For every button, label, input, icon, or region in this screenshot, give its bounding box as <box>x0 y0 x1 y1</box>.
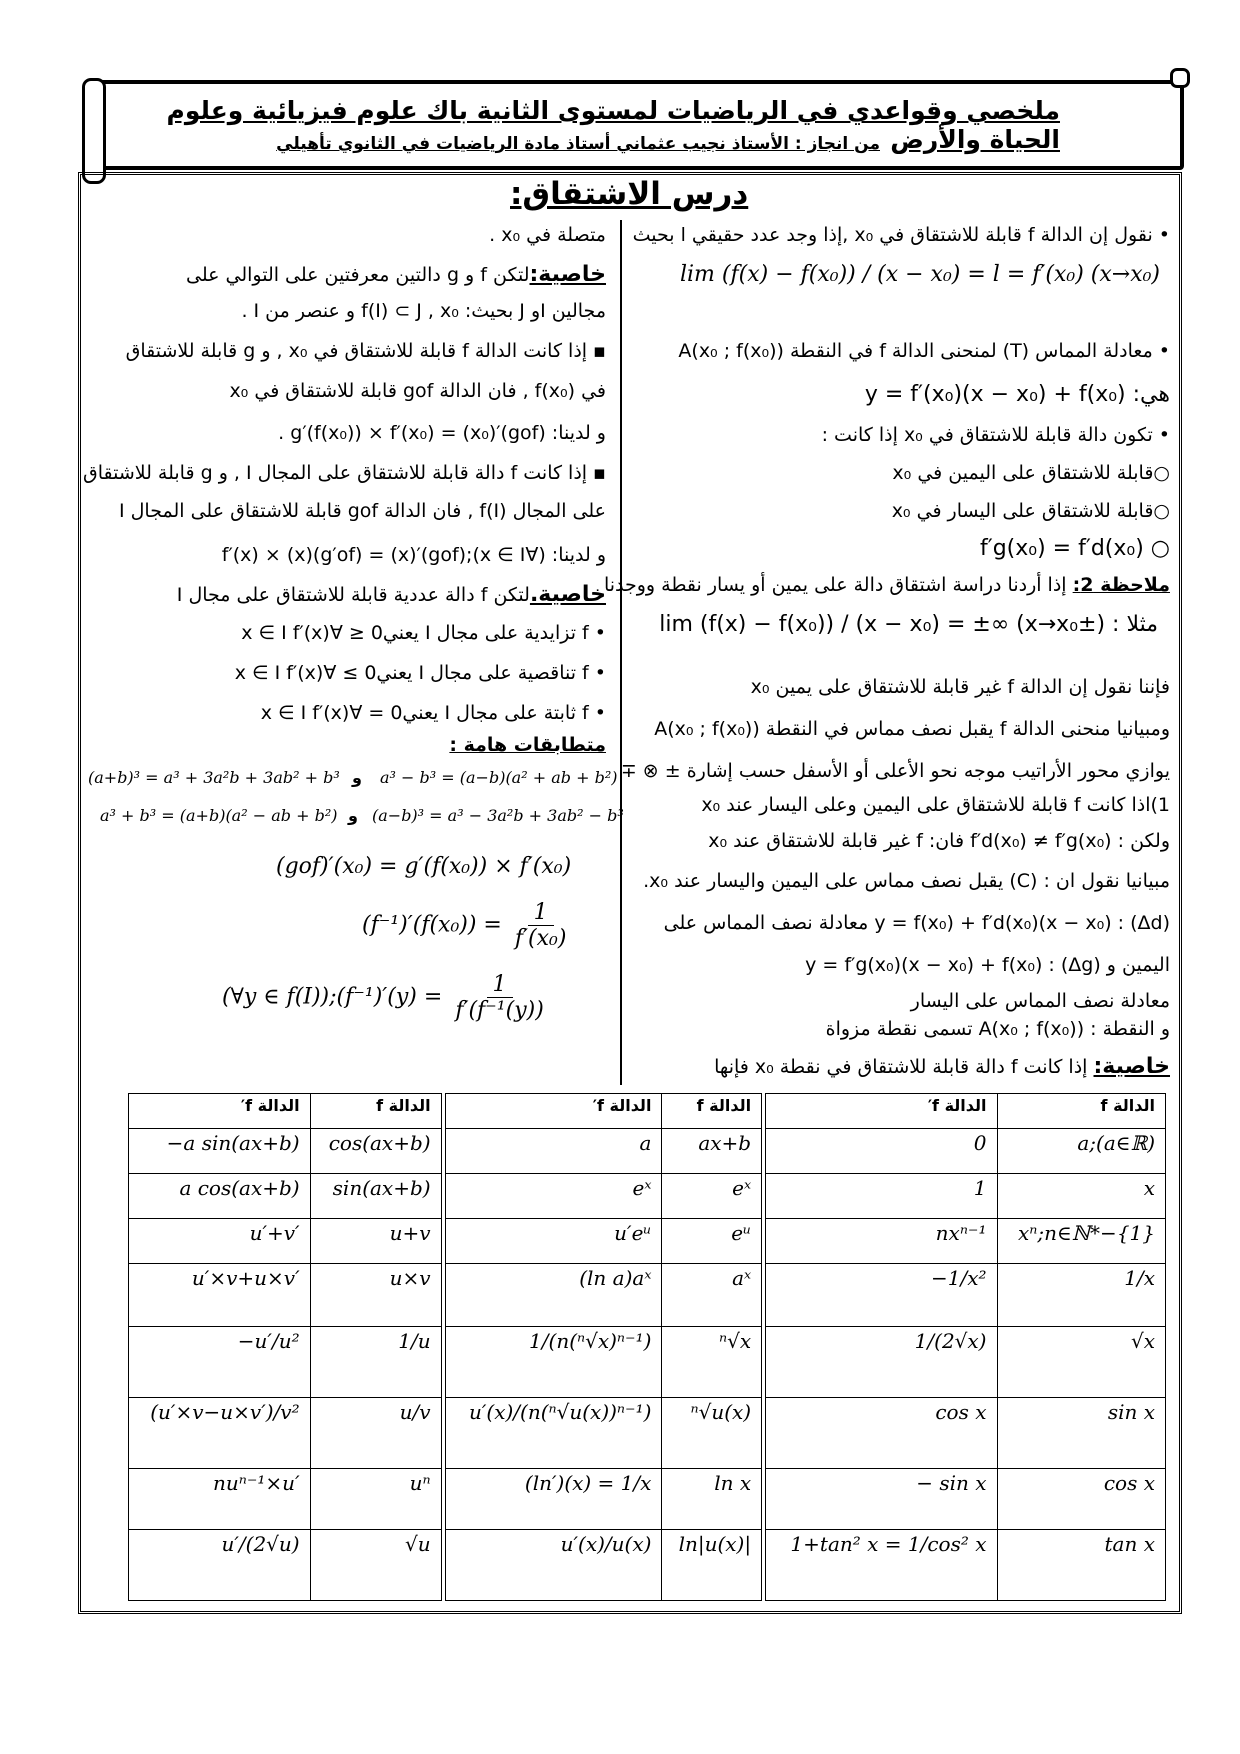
composite-case-point: ▪ إذا كانت الدالة f قابلة للاشتقاق في x₀ , و g قابلة للاشتقاق <box>125 340 606 362</box>
table-cell-function: x <box>997 1174 1166 1219</box>
table-cell-derivative: nuⁿ⁻¹×u′ <box>129 1469 311 1530</box>
table-cell-derivative: u′(x)/(n(ⁿ√u(x))ⁿ⁻¹) <box>445 1398 662 1469</box>
table-cell-derivative: (u′×v−u×v′)/v² <box>129 1398 311 1469</box>
def-derivable: • نقول إن الدالة f قابلة للاشتقاق في x₀ ,إذا وجد عدد حقيقي l بحيث <box>632 224 1170 246</box>
header-function: الدالة f <box>662 1094 762 1129</box>
table-cell-derivative: −u′/u² <box>129 1327 311 1398</box>
limit-definition: lim (f(x) − f(x₀)) / (x − x₀) = l = f′(x₀) (x→x₀) <box>679 262 1160 287</box>
table-cell-derivative: 1 <box>766 1174 997 1219</box>
derivable-condition: • تكون دالة قابلة للاشتقاق في x₀ إذا كانت : <box>821 424 1170 446</box>
header-derivative: الدالة f′ <box>766 1094 997 1129</box>
table-cell-function: eᵘ <box>662 1219 762 1264</box>
table-row <box>129 1264 1166 1327</box>
identity-cube-diff: (a−b)³ = a³ − 3a²b + 3ab² − b³ <box>372 806 624 825</box>
property-label-composite: خاصية: <box>529 262 606 287</box>
table-cell-derivative: 1/(2√x) <box>766 1327 997 1398</box>
header-derivative: الدالة f′ <box>129 1094 311 1129</box>
inverse-point-lhs: (f⁻¹)′(f(x₀)) = <box>362 912 502 938</box>
tangent-intro: • معادلة المماس (T) لمنحنى الدالة f في النقطة A(x₀ ; f(x₀)) <box>678 340 1170 362</box>
table-cell-function: ln x <box>662 1469 762 1530</box>
header-banner <box>92 80 1184 170</box>
identity-sum-cubes: a³ + b³ = (a+b)(a² − ab + b²) <box>100 806 338 825</box>
table-row <box>129 1129 1166 1174</box>
identity-and-1: و <box>352 768 362 787</box>
lesson-title: درس الاشتقاق: <box>510 176 749 212</box>
derivatives-table <box>128 1093 1166 1601</box>
table-cell-function: aˣ <box>662 1264 762 1327</box>
tangent-equation: هي: y = f′(x₀)(x − x₀) + f(x₀) <box>864 382 1170 407</box>
composite-case-interval-2: على المجال f(I) , فان الدالة gof قابلة للاشتقاق على المجال I <box>118 500 606 522</box>
table-cell-function: uⁿ <box>310 1469 441 1530</box>
composite-case-point-2: في f(x₀) , فان الدالة gof قابلة للاشتقاق في x₀ <box>229 380 606 402</box>
equal-half-derivatives: ○ f′g(x₀) = f′d(x₀) <box>979 536 1170 561</box>
table-cell-derivative: −1/x² <box>766 1264 997 1327</box>
table-cell-derivative: 1/(n(ⁿ√x)ⁿ⁻¹) <box>445 1327 662 1398</box>
composite-intro: لتكن f و g دالتين معرفتين على التوالي على <box>185 264 530 286</box>
table-cell-function: cos x <box>997 1469 1166 1530</box>
header-derivative: الدالة f′ <box>445 1094 662 1129</box>
table-cell-derivative: cos x <box>766 1398 997 1469</box>
table-cell-derivative: 1+tan² x = 1/cos² x <box>766 1530 997 1601</box>
table-cell-derivative: − sin x <box>766 1469 997 1530</box>
inverse-point-num: 1 <box>528 900 554 926</box>
graphic-half-tangents: مبيانيا نقول ان : (C) يقبل نصف مماس على اليمين واليسار عند x₀. <box>643 870 1170 892</box>
inverse-interval-den: f′(f⁻¹(y)) <box>455 998 544 1023</box>
table-cell-function: 1/x <box>997 1264 1166 1327</box>
table-cell-function: sin(ax+b) <box>310 1174 441 1219</box>
property-label-monotony: خاصية. <box>529 582 606 607</box>
table-cell-function: xⁿ;n∈ℕ*−{1} <box>997 1219 1166 1264</box>
left-half-tangent-label: معادلة نصف المماس على اليسار <box>910 990 1170 1012</box>
column-divider <box>620 220 622 1085</box>
inverse-interval-lhs: (∀y ∈ f(I));(f⁻¹)′(y) = <box>222 984 443 1010</box>
table-cell-function: ax+b <box>662 1129 762 1174</box>
left-derivable: ○قابلة للاشتقاق على اليسار في x₀ <box>891 500 1170 522</box>
table-cell-derivative: u′×v+u×v′ <box>129 1264 311 1327</box>
inverse-interval-num: 1 <box>487 972 513 998</box>
table-row <box>129 1327 1166 1398</box>
parallel-axis: يوازي محور الأراتيب موجه نحو الأعلى أو الأسفل حسب إشارة ± ⊗ ∓ <box>620 760 1170 782</box>
composite-formula-point: و لدينا: (gof)′(x₀) = g′(f(x₀)) × f′(x₀) . <box>278 422 606 444</box>
table-header-row <box>129 1094 1166 1129</box>
case-1-but: ولكن : f′d(x₀) ≠ f′g(x₀) فان: f غير قابلة للاشتقاق عند x₀ <box>708 830 1170 852</box>
table-cell-derivative: u′(x)/u(x) <box>445 1530 662 1601</box>
identity-cube-sum: (a+b)³ = a³ + 3a²b + 3ab² + b³ <box>88 768 340 787</box>
inverse-point-den: f′(x₀) <box>514 926 567 951</box>
identities-heading: متطابقات هامة : <box>449 734 606 756</box>
monotony-intro: لتكن f دالة عددية قابلة للاشتقاق على مجال I <box>176 584 530 606</box>
table-row <box>129 1174 1166 1219</box>
table-row <box>129 1219 1166 1264</box>
composite-formula-interval: و لدينا: (∀x ∈ I);(gof)′(x) = (g′of)(x) × f′(x) <box>221 544 606 566</box>
table-cell-function: 1/u <box>310 1327 441 1398</box>
table-cell-derivative: (ln′)(x) = 1/x <box>445 1469 662 1530</box>
table-cell-function: ⁿ√u(x) <box>662 1398 762 1469</box>
inverse-derivative-point <box>362 900 572 951</box>
case-1: 1)اذا كانت f قابلة للاشتقاق على اليمين وعلى اليسار عند x₀ <box>701 794 1170 816</box>
table-cell-derivative: u′/(2√u) <box>129 1530 311 1601</box>
remark-2-text: إذا أردنا دراسة اشتقاق دالة على يمين أو يسار نقطة ووجدنا <box>603 574 1073 596</box>
table-cell-function: u+v <box>310 1219 441 1264</box>
composite-intervals: مجالين Iو J بحيث: f(I) ⊂ J , x₀ و عنصر من I . <box>241 300 606 322</box>
table-cell-derivative: a cos(ax+b) <box>129 1174 311 1219</box>
scroll-right-decoration <box>1170 68 1190 88</box>
continuity-end: متصلة في x₀ . <box>489 224 606 246</box>
chain-rule: (gof)′(x₀) = g′(f(x₀)) × f′(x₀) <box>276 854 572 879</box>
table-cell-derivative: u′eᵘ <box>445 1219 662 1264</box>
header-function: الدالة f <box>310 1094 441 1129</box>
identity-and-2: و <box>348 806 358 825</box>
table-cell-derivative: (ln a)aˣ <box>445 1264 662 1327</box>
table-cell-derivative: −a sin(ax+b) <box>129 1129 311 1174</box>
document-title: ملخصي وقواعدي في الرياضيات لمستوى الثانية باك علوم فيزيائية وعلوم الحياة والأرض <box>166 96 1060 154</box>
table-cell-function: cos(ax+b) <box>310 1129 441 1174</box>
table-row <box>129 1530 1166 1601</box>
table-row <box>129 1398 1166 1469</box>
table-cell-function: a;(a∈ℝ) <box>997 1129 1166 1174</box>
table-cell-function: ln|u(x)| <box>662 1530 762 1601</box>
table-cell-function: sin x <box>997 1398 1166 1469</box>
table-cell-derivative: u′+v′ <box>129 1219 311 1264</box>
table-cell-function: tan x <box>997 1530 1166 1601</box>
property-continuity: إذا كانت f دالة قابلة للاشتقاق في نقطة x₀ فإنها <box>714 1056 1094 1078</box>
table-cell-derivative: eˣ <box>445 1174 662 1219</box>
decreasing-rule: • f تناقصية على مجال I يعني0 ≥ ∀x ∈ I f′(x) <box>234 662 606 684</box>
increasing-rule: • f تزايدية على مجال I يعني0 ≤ ∀x ∈ I f′(x) <box>241 622 606 644</box>
table-cell-function: u/v <box>310 1398 441 1469</box>
table-cell-function: eˣ <box>662 1174 762 1219</box>
table-cell-function: √x <box>997 1327 1166 1398</box>
remark-2-label: ملاحظة 2: <box>1072 574 1170 596</box>
table-row <box>129 1469 1166 1530</box>
identity-diff-cubes: a³ − b³ = (a−b)(a² + ab + b²) <box>380 768 618 787</box>
composite-case-interval: ▪ إذا كانت f دالة قابلة للاشتقاق على المجال I , و g قابلة للاشتقاق <box>82 462 606 484</box>
not-derivable-right: فإننا نقول إن الدالة f غير قابلة للاشتقاق على يمين x₀ <box>750 676 1170 698</box>
table-cell-derivative: a <box>445 1129 662 1174</box>
table-cell-function: u×v <box>310 1264 441 1327</box>
constant-rule: • f ثابتة على مجال I يعني0 = ∀x ∈ I f′(x) <box>260 702 606 724</box>
author-line: من انجاز : الأستاذ نجيب عثماني أستاذ مادة الرياضيات في الثانوي تأهيلي <box>276 134 880 154</box>
right-half-tangent-eq: (Δd) : y = f(x₀) + f′d(x₀)(x − x₀) معادلة نصف المماس على <box>663 912 1170 934</box>
table-cell-function: √u <box>310 1530 441 1601</box>
inverse-derivative-interval <box>222 972 550 1023</box>
right-derivable: ○قابلة للاشتقاق على اليمين في x₀ <box>892 462 1170 484</box>
table-cell-function: ⁿ√x <box>662 1327 762 1398</box>
table-cell-derivative: nxⁿ⁻¹ <box>766 1219 997 1264</box>
header-function: الدالة f <box>997 1094 1166 1129</box>
table-cell-derivative: 0 <box>766 1129 997 1174</box>
left-half-tangent-eq: اليمين و (Δg) : y = f′g(x₀)(x − x₀) + f(x₀) <box>805 954 1170 976</box>
corner-point: و النقطة : A(x₀ ; f(x₀)) تسمى نقطة مزواة <box>825 1018 1170 1040</box>
half-tangent-graphic: ومبيانيا منحنى الدالة f يقبل نصف مماس في النقطة A(x₀ ; f(x₀)) <box>654 718 1170 740</box>
infinite-limit: مثلا : lim (f(x) − f(x₀)) / (x − x₀) = ±∞ (x→x₀±) <box>659 612 1158 637</box>
property-label-right: خاصية: <box>1093 1054 1170 1079</box>
